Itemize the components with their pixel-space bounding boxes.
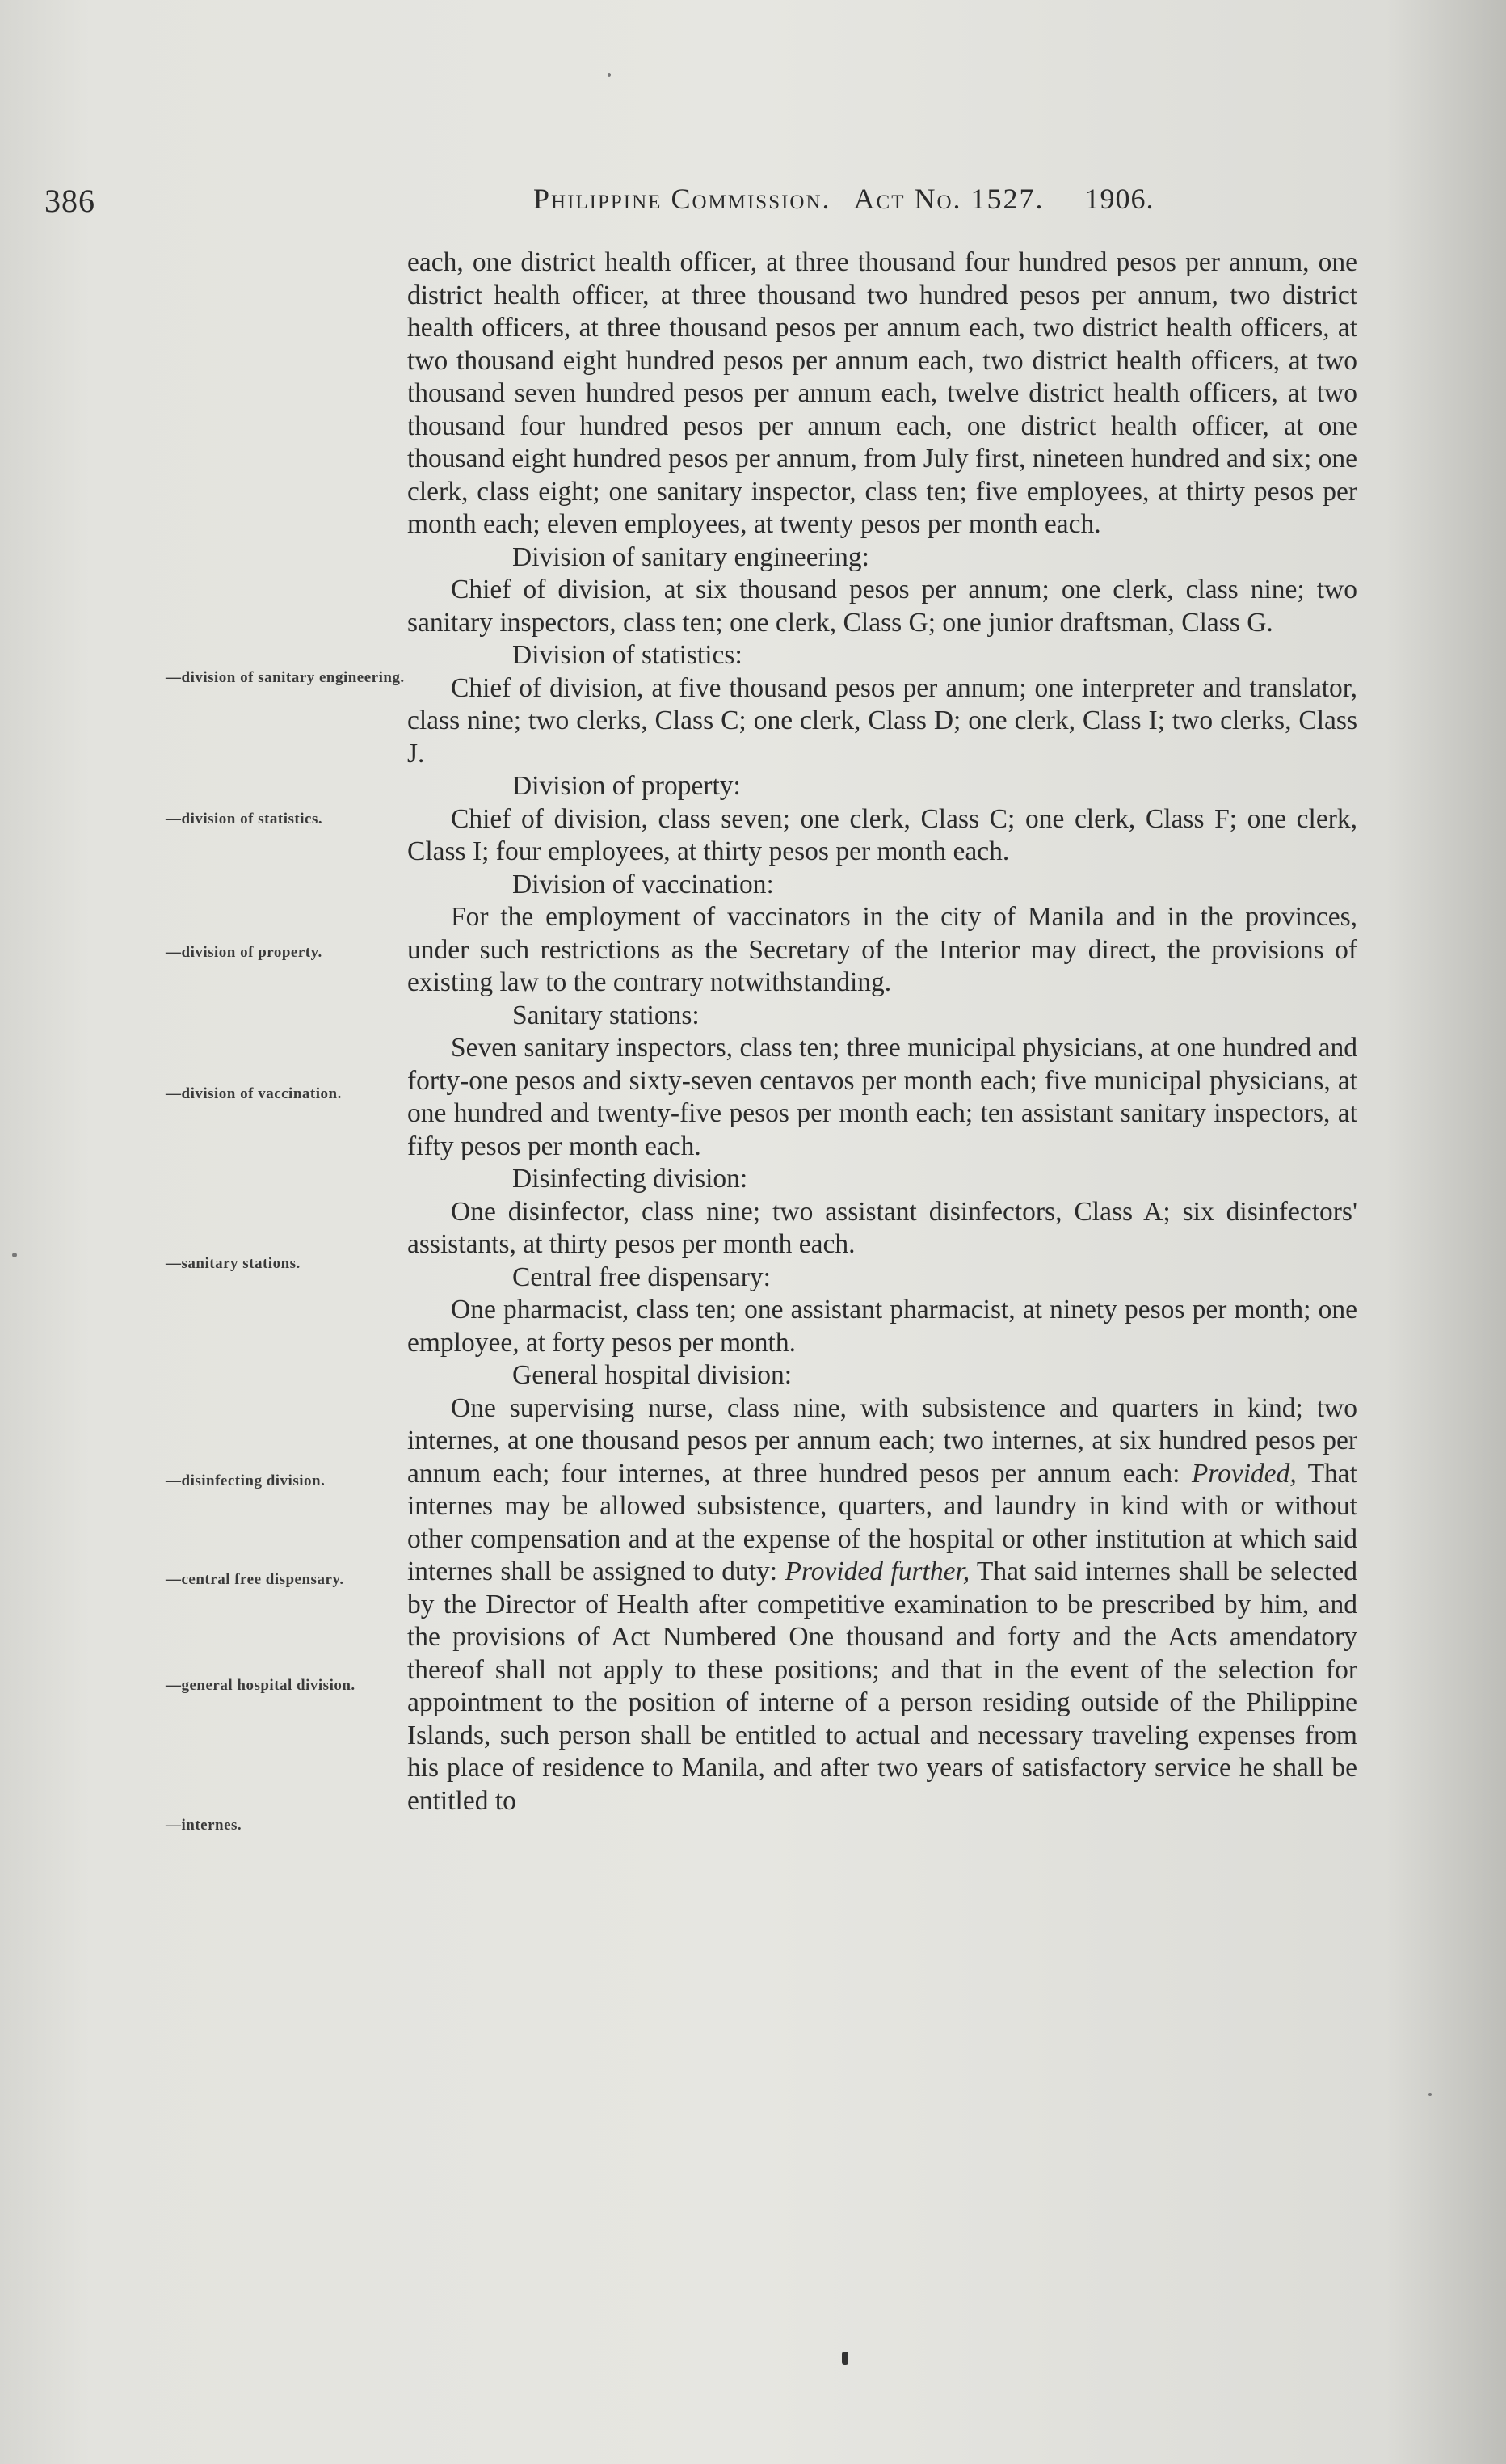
page-number: 386	[44, 183, 95, 219]
paragraph: Chief of division, at five thousand pesos per annum; one interpreter and translator, class nine; two clerks, Class C; one clerk, Class D; one clerk, Class I; two clerks, Class J.	[407, 672, 1357, 769]
margin-note: —division of vaccination.	[166, 1085, 342, 1102]
margin-note: —division of property.	[166, 944, 322, 961]
section-heading: Division of statistics:	[512, 640, 742, 670]
section-heading: Sanitary stations:	[512, 1000, 700, 1030]
margin-note: —sanitary stations.	[166, 1255, 301, 1272]
footer-mark	[842, 2352, 848, 2365]
paragraph: each, one district health officer, at three thousand four hundred pesos per annum, one district health officer, at three thousand two hundred pesos per annum, two district health officers, at three thousand pesos per annum each, two district health officers, at two thousand eight hundred pesos per annum each, two district health officers, at two thousand seven hundred pesos per annum each, twelve district health officers, at two thousand four hundred pesos per annum each, one district health officer, at one thousand eight hundred pesos per annum, from July first, nineteen hundred and six; one clerk, class eight; one sanitary inspector, class ten; five employees, at thirty pesos per month each; eleven employees, at twenty pesos per month each.	[407, 247, 1357, 539]
proviso-italic: Provided further,	[785, 1556, 970, 1586]
paragraph: For the employment of vaccinators in the city of Manila and in the provinces, under such restrictions as the Secretary of the Interior may direct, the provisions of existing law to the contrary notwithstanding.	[407, 902, 1357, 997]
paper-speck	[1428, 2093, 1432, 2096]
section-heading: Division of property:	[512, 771, 741, 801]
paragraph: Chief of division, class seven; one clerk, Class C; one clerk, Class F; one clerk, Class I; four employees, at thirty pesos per month each.	[407, 803, 1357, 866]
section-heading: Disinfecting division:	[512, 1164, 748, 1194]
paragraph: Chief of division, at six thousand pesos per annum; one clerk, class nine; two sanitary inspectors, class ten; one clerk, Class G; one junior draftsman, Class G.	[407, 575, 1357, 638]
margin-note: —general hospital division.	[166, 1677, 355, 1694]
margin-note: —internes.	[166, 1817, 242, 1834]
paragraph: One pharmacist, class ten; one assistant pharmacist, at ninety pesos per month; one employee, at forty pesos per month.	[407, 1295, 1357, 1358]
running-head-year: 1906.	[1084, 183, 1155, 215]
proviso-italic: Provided,	[1191, 1458, 1297, 1489]
running-head-act: Act No. 1527.	[853, 183, 1045, 215]
body-text	[407, 246, 1357, 1817]
paragraph: One supervising nurse, class nine, with subsistence and quarters in kind; two internes, at one thousand pesos per annum each; two internes, at six hundred pesos per annum each; four internes, at three hundred pesos per annum each: Provided, That internes may be allowed subsistence, quarters, and laundry in kind with or without other compensation and at the expense of the hospital or other institution at which said internes shall be assigned to duty: Provided further, That said internes shall be selected by the Director of Health after competitive examination to be prescribed by him, and the provisions of Act Numbered One thousand and forty and the Acts amendatory thereof shall not apply to these positions; and that in the event of the selection for appointment to the position of interne of a person residing outside of the Philippine Islands, such person shall be entitled to actual and necessary traveling expenses from his place of residence to Manila, and after two years of satisfactory service he shall be entitled to	[407, 1392, 1357, 1816]
margin-note: —division of sanitary engineering.	[166, 669, 405, 686]
margin-note: —disinfecting division.	[166, 1472, 326, 1489]
margin-note: —division of statistics.	[166, 811, 323, 828]
section-heading: Central free dispensary:	[512, 1261, 771, 1292]
paragraph: Seven sanitary inspectors, class ten; three municipal physicians, at one hundred and forty-one pesos and sixty-seven centavos per month each; five municipal physicians, at one hundred and twenty-five pesos per month each; ten assistant sanitary inspectors, at fifty pesos per month each.	[407, 1033, 1357, 1161]
section-heading: Division of vaccination:	[512, 869, 774, 899]
paper-speck	[12, 1253, 17, 1257]
margin-note: —central free dispensary.	[166, 1571, 344, 1588]
paper-speck	[608, 73, 611, 77]
section-heading: General hospital division:	[512, 1360, 793, 1390]
running-head	[533, 182, 1341, 216]
section-heading: Division of sanitary engineering:	[512, 541, 869, 572]
paragraph: One disinfector, class nine; two assistant disinfectors, Class A; six disinfectors' assistants, at thirty pesos per month each.	[407, 1196, 1357, 1259]
running-head-title: Philippine Commission.	[533, 183, 831, 215]
